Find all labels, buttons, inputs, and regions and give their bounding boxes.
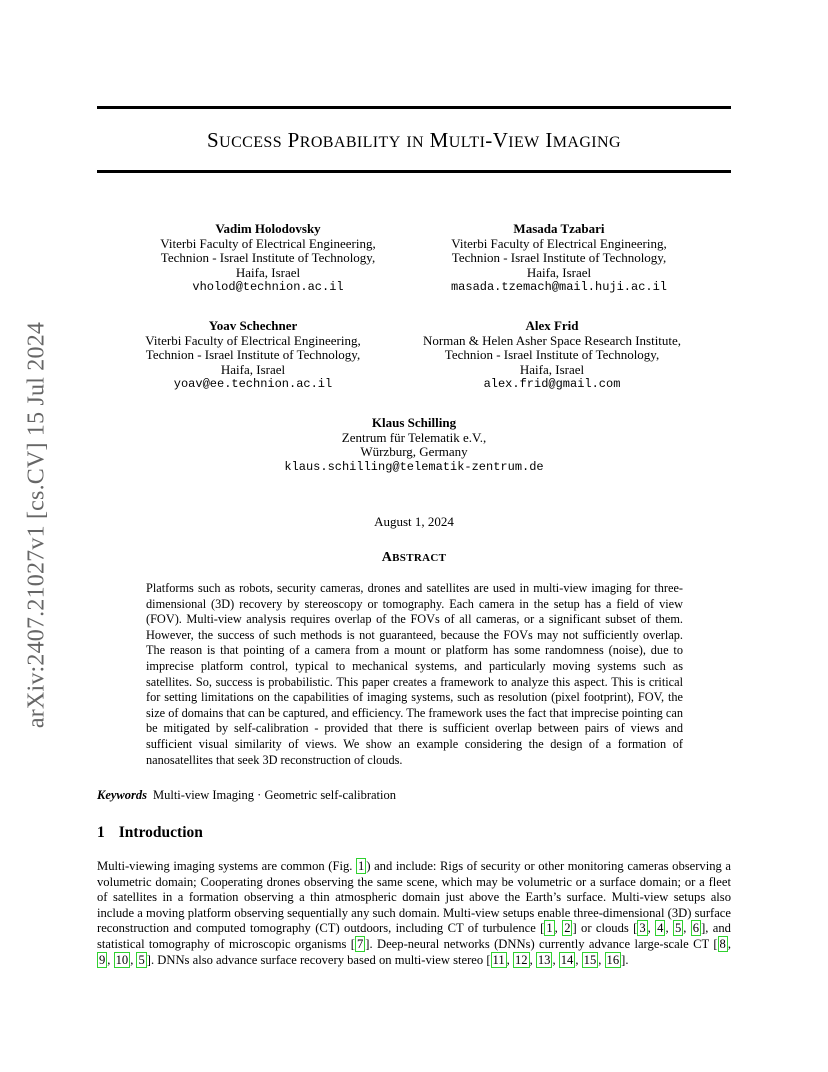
arxiv-side-stamp: arXiv:2407.21027v1 [cs.CV] 15 Jul 2024 <box>23 321 50 729</box>
author-affiliation: Würzburg, Germany <box>360 444 468 460</box>
author-block <box>414 222 704 295</box>
intro-paragraph: Multi-viewing imaging systems are common (Fig. 1 ) and include: Rigs of security or other monitoring cameras observing a volumetric domain; Cooperating drones observing the same scene, which may be volumetric or a surface domain; or a fleet of satellites in a formation observing a thin atmospheric domain just above the Earth’s surface. Multi-view setups also include a moving platform observing sequentially any such domain. Multi-view setups enable three-dimensional (3D) surface reconstruction and computed tomography (CT) outdoors, including CT of turbulence [ 1 , 2 ] or clouds [ 3 , 4 , 5 , 6 ], and statistical tomography of microscopic organisms [ 7 ]. Deep-neural networks (DNNs) currently advance large-scale CT [ 8 , 9 , 10 , 5 ]. DNNs also advance surface recovery based on multi-view stereo [ 11 , 12 , 13 , 14 , 15 , 16 ]. <box>97 859 731 967</box>
citation-link[interactable]: 6 <box>692 921 700 936</box>
abstract-text: Platforms such as robots, security cameras, drones and satellites are used in multi-view imaging for three-dimensional (3D) recovery by stereoscopy or tomography. Each camera in the setup has a field of view (FOV). Multi-view analysis requires overlap of the FOVs of all cameras, or a significant subset of them. However, the success of such methods is not guaranteed, because the FOVs may not sufficiently overlap. The reason is that pointing of a camera from a mount or platform has some randomness (noise), due to imprecise platform control, typical to mechanical systems, and particularly moving systems such as satellites. So, success is probabilistic. This paper creates a framework to analyze this aspect. This is critical for setting limitations on the capabilities of imaging systems, such as resolution (pixel footprint), FOV, the size of domains that can be captured, and efficiency. The framework uses the fact that imprecise pointing can be mitigated by self-calibration - provided that there is sufficient overlap between pairs of views and sufficient visual similarity of views. We show an example considering the design of a formation of nanosatellites that seek 3D reconstruction of clouds. <box>146 581 683 767</box>
author-affiliation: Haifa, Israel <box>519 361 585 377</box>
author-name: Vadim Holodovsky <box>215 221 321 236</box>
author-affiliation: Technion - Israel Institute of Technology, <box>444 347 660 363</box>
author-name: Yoav Schechner <box>208 318 298 333</box>
section-heading <box>97 824 203 842</box>
author-affiliation: Viterbi Faculty of Electrical Engineering, <box>160 235 376 251</box>
top-rule <box>97 106 731 109</box>
section-title: Introduction <box>118 824 203 841</box>
keywords-label: Keywords <box>97 788 147 802</box>
citation-link[interactable]: 14 <box>560 952 574 967</box>
citation-link[interactable]: 9 <box>99 952 106 967</box>
author-email[interactable]: masada.tzemach@mail.huji.ac.il <box>450 280 668 295</box>
citation-link[interactable]: 5 <box>674 921 682 936</box>
author-block <box>264 416 564 474</box>
author-affiliation: Norman & Helen Asher Space Research Institute, <box>422 332 682 348</box>
author-name: Masada Tzabari <box>513 221 605 236</box>
author-affiliation: Technion - Israel Institute of Technology, <box>145 347 361 363</box>
citation-link[interactable]: 3 <box>639 921 646 936</box>
author-affiliation: Zentrum für Telematik e.V., <box>341 429 487 445</box>
abstract-heading: ABSTRACT <box>381 550 447 565</box>
citation-link[interactable]: 15 <box>583 952 597 967</box>
author-block <box>138 222 398 295</box>
citation-link[interactable]: 5 <box>138 952 145 967</box>
author-block <box>402 319 702 392</box>
citation-link[interactable]: 16 <box>606 952 620 967</box>
author-email[interactable]: vholod@technion.ac.il <box>192 280 344 295</box>
author-affiliation: Technion - Israel Institute of Technology, <box>160 250 376 266</box>
author-affiliation: Haifa, Israel <box>526 264 592 280</box>
author-affiliation: Haifa, Israel <box>235 264 301 280</box>
author-name: Alex Frid <box>525 318 579 333</box>
author-affiliation: Viterbi Faculty of Electrical Engineering, <box>451 235 667 251</box>
citation-link[interactable]: 11 <box>492 952 505 967</box>
author-affiliation: Haifa, Israel <box>220 361 286 377</box>
keywords-line <box>97 788 396 803</box>
citation-link[interactable]: 13 <box>537 952 551 967</box>
citation-link[interactable]: 4 <box>657 921 664 936</box>
author-affiliation: Viterbi Faculty of Electrical Engineering, <box>145 332 361 348</box>
keywords-text: Multi-view Imaging · Geometric self-calibration <box>153 788 396 802</box>
author-name: Klaus Schilling <box>371 415 457 430</box>
citation-link[interactable]: 2 <box>564 921 571 936</box>
citation-link[interactable]: 12 <box>514 952 528 967</box>
author-email[interactable]: alex.frid@gmail.com <box>483 377 621 392</box>
author-email[interactable]: yoav@ee.technion.ac.il <box>173 377 333 392</box>
citation-link[interactable]: 1 <box>546 921 553 936</box>
citation-link[interactable]: 10 <box>115 952 129 967</box>
paper-date: August 1, 2024 <box>374 514 454 529</box>
paper-title: SUCCESS PROBABILITY IN MULTI-VIEW IMAGING <box>207 128 621 152</box>
author-affiliation: Technion - Israel Institute of Technology, <box>451 250 667 266</box>
section-number: 1 <box>97 824 105 841</box>
author-block <box>123 319 383 392</box>
bottom-rule <box>97 170 731 173</box>
citation-link[interactable]: 8 <box>719 936 726 951</box>
figure-link[interactable]: 1 <box>358 859 365 873</box>
author-email[interactable]: klaus.schilling@telematik-zentrum.de <box>284 459 544 474</box>
citation-link[interactable]: 7 <box>357 936 364 951</box>
